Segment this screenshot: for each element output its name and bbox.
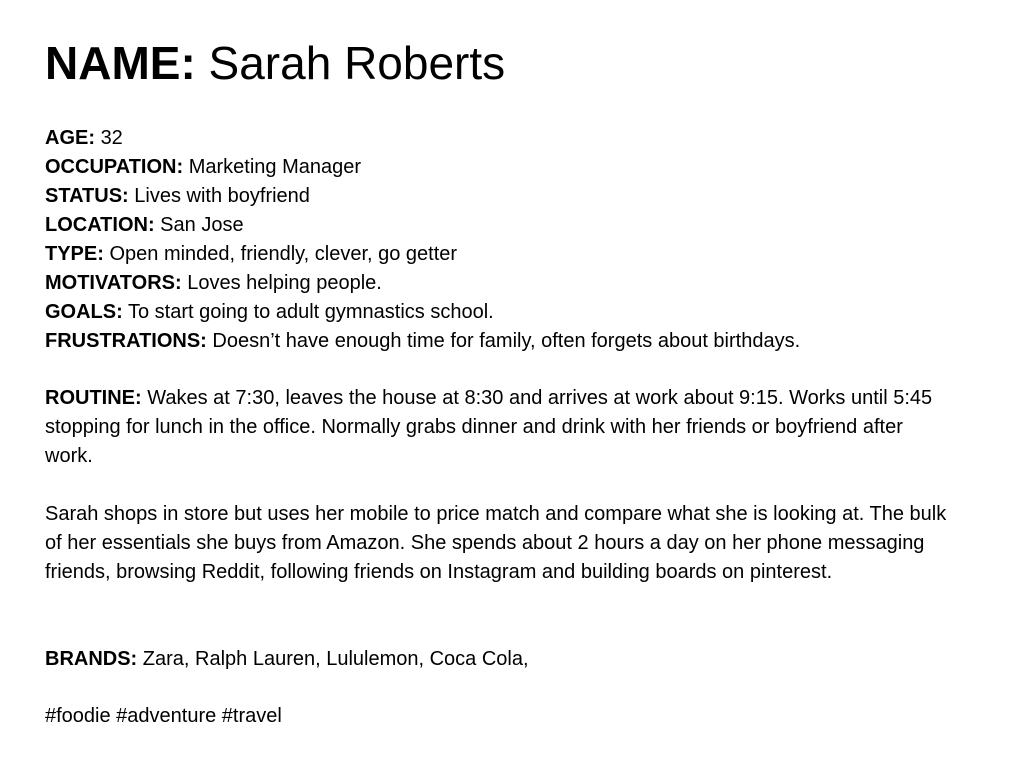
field-occupation	[45, 153, 361, 182]
routine-label: ROUTINE:	[45, 387, 142, 409]
field-age	[45, 124, 123, 153]
routine-paragraph	[45, 384, 950, 471]
field-label: FRUSTRATIONS:	[45, 330, 207, 352]
name-value: Sarah Roberts	[208, 37, 506, 89]
shopping-paragraph: Sarah shops in store but uses her mobile to price match and compare what she is looking at. The bulk of her essentials she buys from Amazon. She spends about 2 hours a day on her phone messaging friends, browsing Reddit, following friends on Instagram and building boards on pinterest.	[45, 503, 947, 583]
field-value: Open minded, friendly, clever, go getter	[109, 243, 458, 265]
field-value: Marketing Manager	[188, 156, 362, 178]
field-status	[45, 182, 310, 211]
field-value: Loves helping people.	[187, 272, 382, 294]
field-type	[45, 240, 457, 269]
field-frustrations	[45, 327, 800, 356]
field-label: GOALS:	[45, 301, 123, 323]
field-label: LOCATION:	[45, 214, 155, 236]
name-label: NAME:	[45, 37, 196, 89]
field-value: To start going to adult gymnastics school.	[127, 301, 494, 323]
field-label: STATUS:	[45, 185, 129, 207]
persona-name	[45, 36, 505, 90]
field-label: MOTIVATORS:	[45, 272, 182, 294]
field-motivators	[45, 269, 382, 298]
field-label: AGE:	[45, 127, 95, 149]
field-value: 32	[100, 127, 123, 149]
routine-text: Wakes at 7:30, leaves the house at 8:30 and arrives at work about 9:15. Works until 5:45 stopping for lunch in the office. Normally grabs dinner and drink with her friends or boyfriend after work.	[45, 387, 933, 467]
field-label: OCCUPATION:	[45, 156, 184, 178]
field-location	[45, 211, 244, 240]
field-goals	[45, 298, 494, 327]
field-value: Lives with boyfriend	[134, 185, 310, 207]
hashtags-line: #foodie #adventure #travel	[45, 705, 282, 727]
field-value: San Jose	[160, 214, 244, 236]
brands-label: BRANDS:	[45, 648, 138, 670]
brands-value: Zara, Ralph Lauren, Lululemon, Coca Cola,	[142, 648, 529, 670]
field-value: Doesn’t have enough time for family, often forgets about birthdays.	[212, 330, 801, 352]
field-label: TYPE:	[45, 243, 104, 265]
brands-line	[45, 645, 529, 674]
